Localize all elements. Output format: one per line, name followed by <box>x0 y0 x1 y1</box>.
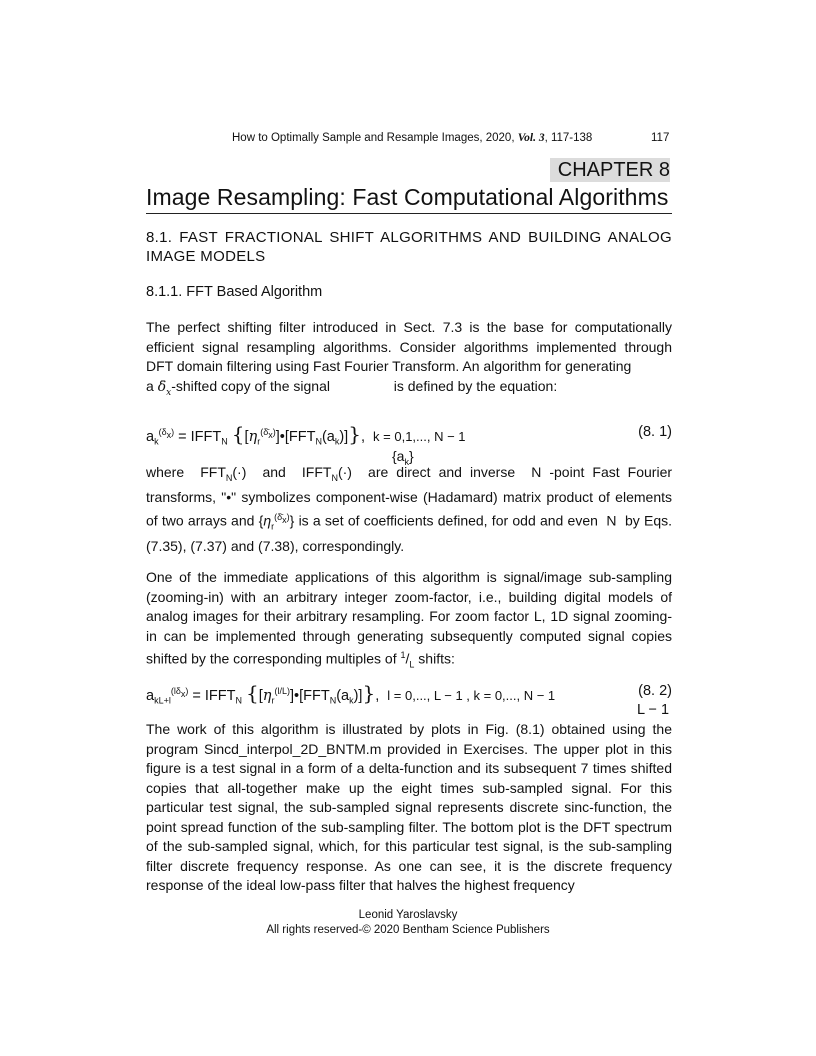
eq2-floating-term: L − 1 <box>637 702 670 718</box>
eq2-range: l = 0,..., L − 1 , k = 0,..., N − 1 <box>387 687 556 703</box>
eq1-number: (8. 1) <box>638 424 672 440</box>
equation-8-2: $a_{kL+l}^{(l\delta_x)}$ = $IFFT_N$ $\{[\eta_r^{(l/L)}]•[FFT_N(a_k)]\}$, l = 0,..., L − 1 , k = 0,..., N − 1 (8. 2) <box>146 680 672 706</box>
paragraph-1: The perfect shifting filter introduced in Sect. 7.3 is the base for computationally efficient signal resampling algorithms. Consider algorithms implemented through DFT domain filtering using Fast Fourier Transform. An algorithm for generating a $\deltā_x$-shifted copy of the signal is defined by the equation: <box>146 319 672 398</box>
running-title: How to Optimally Sample and Resample Images, 2020, <box>232 132 515 144</box>
paragraph-4: The work of this algorithm is illustrated by plots in Fig. (8.1) obtained using the program Sincd_interpol_2D_BNTM.m provided in Exercises. The upper plot in this figure is a test signal in a form of a delta-function and its subsequent 7 times shifted copies that all-together make up the eight times sub-sampled signal. For this particular test signal, the sub-sampled signal represents discrete sinc-function, the point spread function of the sub-sampling filter. The bottom plot is the DFT spectrum of the sub-sampled signal, which, for this particular test signal, is the sub-sampling filter discrete frequency response. As one can see, it is the discrete frequency response of the ideal low-pass filter that halves the highest frequency <box>146 721 672 893</box>
title-divider <box>146 213 672 214</box>
page-number: 117 <box>651 132 670 144</box>
equation-8-1: $a_k^{(\delta_x)}$ = $IFFT_N$ $\{[\eta_r^{(\deltā_x)}]•[FFT_N(a_k)]\}$, k = 0,1,..., N − 1 (8. 1) <box>146 421 672 447</box>
footer-author: Leonid Yaroslavsky <box>358 909 458 921</box>
eq1-range: k = 0,1,..., N − 1 <box>373 428 466 444</box>
chapter-title: Image Resampling: Fast Computational Algorithms <box>146 184 669 210</box>
paragraph-1-text: The perfect shifting filter introduced in Sect. 7.3 is the base for computationally efficient signal resampling algorithms. Consider algorithms implemented through DFT domain filtering using Fast Fourier Transform. An algorithm for generating <box>146 319 672 374</box>
volume: Vol. 3 <box>517 132 545 144</box>
ak-set: $\{a_k\}$ <box>392 448 414 467</box>
chapter-label: CHAPTER 8 <box>550 158 670 182</box>
paragraph-3: One of the immediate applications of this algorithm is signal/image sub-sampling (zooming-in) with an arbitrary integer zoom-factor, i.e., building digital models of analog images for their arbitrary resampling. For zoom factor L, 1D signal zooming-in can be implemented through generating subsequently computed signal copies shifted by the corresponding multiples of $^1/_L$ shifts: <box>146 569 672 670</box>
paragraph-2: where $FFT_N(\cdot)$ and $IFFT_N(\cdot)$ are direct and inverse N -point Fast Fourier transforms, "•" symbolizes component-wise (Hadamard) matrix product of elements of two arrays and $\{\eta_r^{(\deltā_x)}\}$ is a set of coefficients defined, for odd and even N by Eqs. (7.35), (7.37) and (7.38), correspondingly. <box>146 464 673 554</box>
footer-copyright: All rights reserved-© 2020 Bentham Science Publishers <box>266 924 550 936</box>
subsection-heading: 8.1.1. FFT Based Algorithm <box>146 284 323 300</box>
running-header: How to Optimally Sample and Resample Images, 2020, Vol. 3, 117-138 <box>232 132 593 144</box>
eq2-number: (8. 2) <box>638 683 672 699</box>
section-heading: 8.1. FAST FRACTIONAL SHIFT ALGORITHMS AND BUILDING ANALOG IMAGE MODELS <box>146 229 672 265</box>
page-range: 117-138 <box>550 132 593 144</box>
delta-symbol: $\deltā_x$ <box>157 378 172 398</box>
